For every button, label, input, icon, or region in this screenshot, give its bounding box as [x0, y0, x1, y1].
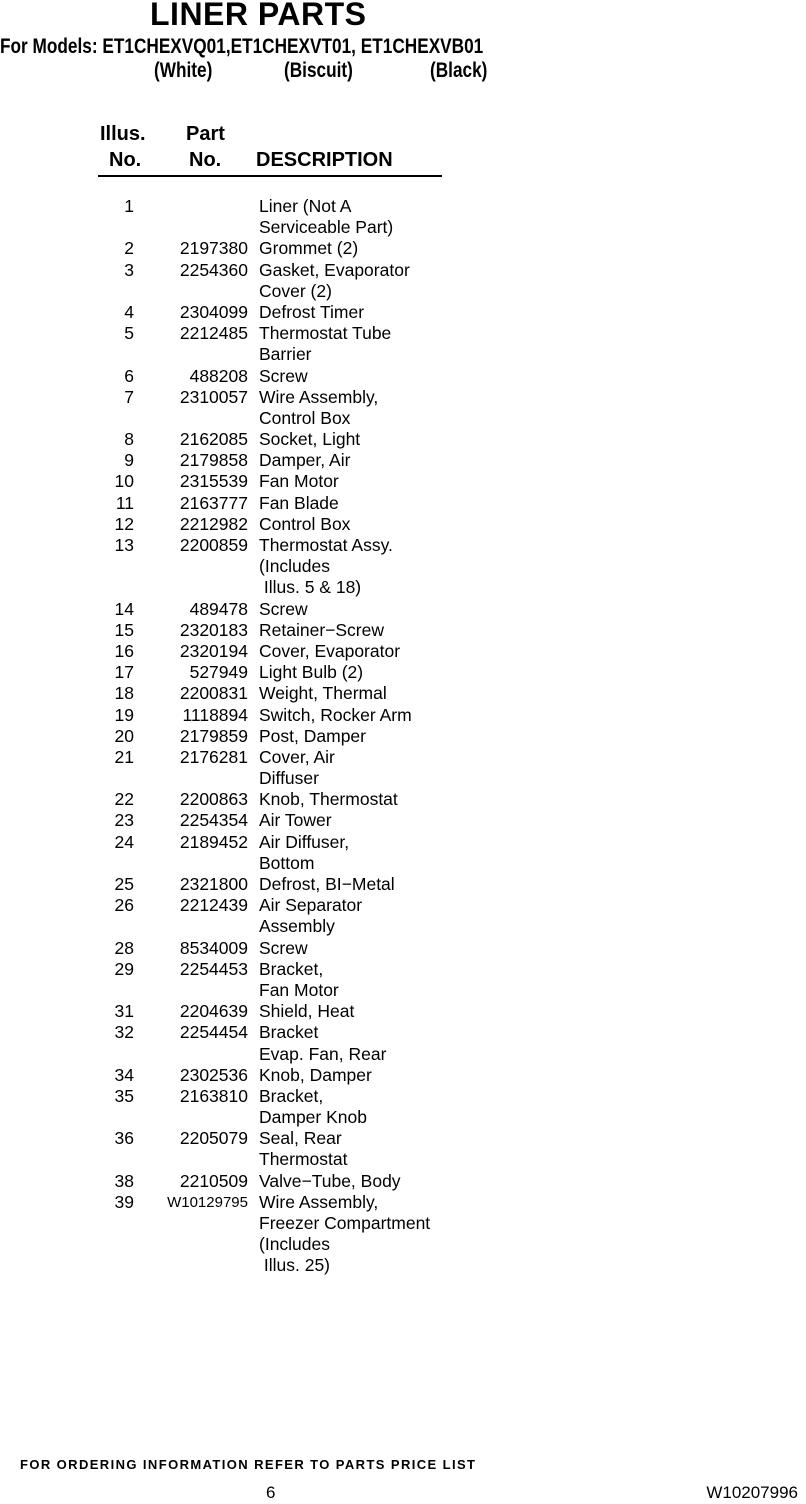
part-description: Weight, Thermal — [259, 683, 387, 704]
illus-number: 36 — [114, 1128, 134, 1149]
illus-number: 3 — [124, 259, 134, 280]
illus-number: 15 — [114, 619, 134, 640]
parts-row — [0, 1255, 806, 1276]
part-header-top: Part — [186, 123, 225, 145]
illus-number: 6 — [124, 365, 134, 386]
part-number: 2320183 — [179, 619, 248, 640]
illus-number: 34 — [114, 1064, 134, 1085]
part-number: 489478 — [189, 598, 248, 619]
part-number: 2315539 — [179, 471, 248, 492]
part-description: Shield, Heat — [259, 1001, 355, 1022]
parts-row — [0, 620, 806, 641]
part-description: (Includes — [259, 556, 331, 577]
part-description: Seal, Rear — [259, 1128, 342, 1149]
parts-row — [0, 471, 806, 492]
part-description: Bracket — [259, 1022, 319, 1043]
parts-row — [0, 705, 806, 726]
part-description: Illus. 25) — [259, 1255, 330, 1276]
part-number: 1118894 — [182, 704, 248, 725]
illus-number: 28 — [114, 937, 134, 958]
part-description: Wire Assembly, — [259, 1191, 379, 1212]
parts-row — [0, 302, 806, 323]
part-description: Defrost, BI−Metal — [259, 874, 395, 894]
page-title: LINER PARTS — [150, 0, 367, 32]
illus-number: 26 — [114, 895, 134, 916]
part-description: Thermostat Assy. — [259, 535, 393, 555]
part-description: Air Separator — [259, 895, 363, 916]
illus-number: 38 — [114, 1170, 134, 1191]
part-number: 2302536 — [179, 1064, 248, 1085]
part-number: 488208 — [189, 365, 248, 386]
part-number: 2205079 — [179, 1128, 248, 1149]
parts-row — [0, 810, 806, 831]
part-description: Grommet (2) — [259, 238, 359, 259]
part-number: 2163810 — [179, 1085, 248, 1106]
parts-row — [0, 938, 806, 959]
part-description: Valve−Tube, Body — [259, 1170, 401, 1191]
parts-row — [0, 599, 806, 620]
part-number: 2176281 — [179, 746, 248, 767]
header-divider — [98, 175, 442, 177]
part-number: 2254453 — [179, 958, 248, 979]
parts-row — [0, 387, 806, 408]
parts-row — [0, 1192, 806, 1213]
part-description: Thermostat Tube — [259, 323, 392, 344]
parts-row — [0, 1086, 806, 1107]
document-number: W10207996 — [706, 1483, 798, 1502]
part-number: 2200859 — [179, 535, 248, 555]
part-description: Defrost Timer — [259, 301, 365, 322]
parts-row — [0, 726, 806, 747]
parts-list — [0, 196, 806, 1277]
illus-number: 9 — [124, 450, 134, 471]
parts-row — [0, 895, 806, 916]
illus-number: 21 — [114, 746, 134, 767]
illus-number: 14 — [114, 598, 134, 619]
parts-row — [0, 641, 806, 662]
parts-row — [0, 1171, 806, 1192]
parts-row — [0, 429, 806, 450]
part-description: Liner (Not A — [259, 196, 352, 216]
part-description: Control Box — [259, 407, 351, 428]
illus-number: 10 — [114, 471, 134, 492]
part-description: Control Box — [259, 513, 351, 534]
illus-number: 4 — [124, 301, 134, 322]
part-description: Gasket, Evaporator — [259, 259, 410, 280]
illus-number: 18 — [114, 683, 134, 704]
parts-row — [0, 874, 806, 895]
illus-number: 23 — [114, 810, 134, 831]
model-list: For Models: ET1CHEXVQ01,ET1CHEXVT01, ET1CHEXVB01 — [0, 35, 484, 58]
parts-row — [0, 1128, 806, 1149]
part-description: Bracket, — [259, 958, 324, 979]
part-description: Cover, Evaporator — [259, 640, 401, 661]
part-description: Socket, Light — [259, 429, 361, 450]
parts-row — [0, 450, 806, 471]
parts-row — [0, 916, 806, 937]
illus-number: 31 — [114, 1001, 134, 1022]
part-number: 2163777 — [179, 492, 248, 513]
part-number: 2210509 — [179, 1170, 248, 1191]
illus-number: 25 — [114, 874, 134, 894]
color-biscuit: (Biscuit) — [284, 59, 353, 82]
description-header: DESCRIPTION — [256, 149, 393, 171]
part-description: Screw — [259, 937, 308, 958]
part-header-bottom: No. — [189, 149, 222, 171]
parts-row — [0, 1044, 806, 1065]
illus-number: 8 — [124, 429, 134, 450]
parts-row — [0, 514, 806, 535]
parts-row — [0, 281, 806, 302]
part-description: Bottom — [259, 852, 315, 873]
part-description: Fan Motor — [259, 979, 339, 1000]
illus-number: 24 — [114, 831, 134, 852]
part-description: Screw — [259, 365, 308, 386]
part-description: Serviceable Part) — [259, 217, 394, 238]
parts-row — [0, 238, 806, 259]
part-description: Evap. Fan, Rear — [259, 1043, 387, 1064]
parts-row — [0, 789, 806, 810]
part-description: Knob, Thermostat — [259, 789, 398, 810]
part-description: Light Bulb (2) — [259, 662, 364, 683]
illus-header-top: Illus. — [100, 123, 146, 145]
part-number: 2212439 — [179, 895, 248, 916]
parts-row — [0, 366, 806, 387]
parts-row — [0, 1022, 806, 1043]
part-number: 2212485 — [179, 323, 248, 344]
part-number: 2179859 — [179, 725, 248, 746]
parts-row — [0, 577, 806, 598]
part-number: 2254354 — [179, 810, 248, 831]
part-number: 8534009 — [179, 937, 248, 958]
part-description: Wire Assembly, — [259, 386, 379, 407]
part-description: Switch, Rocker Arm — [259, 704, 412, 725]
illus-number: 5 — [124, 323, 134, 344]
illus-number: 32 — [114, 1022, 134, 1043]
part-description: Cover, Air — [259, 746, 335, 767]
parts-row — [0, 1107, 806, 1128]
parts-row — [0, 1234, 806, 1255]
illus-number: 1 — [124, 196, 134, 216]
parts-row — [0, 408, 806, 429]
color-white: (White) — [154, 59, 213, 82]
part-number: 2320194 — [179, 640, 248, 661]
part-description: Knob, Damper — [259, 1064, 372, 1085]
part-description: Air Diffuser, — [259, 831, 350, 852]
parts-row — [0, 1149, 806, 1170]
part-description: Diffuser — [259, 768, 319, 789]
part-number: 527949 — [189, 662, 248, 683]
color-black: (Black) — [430, 59, 488, 82]
part-number: 2254454 — [179, 1022, 248, 1043]
part-description: Assembly — [259, 916, 335, 937]
part-number: 2310057 — [179, 386, 248, 407]
parts-row — [0, 217, 806, 238]
illus-header-bottom: No. — [109, 149, 142, 171]
parts-row — [0, 662, 806, 683]
parts-row — [0, 535, 806, 556]
parts-row — [0, 323, 806, 344]
illus-number: 19 — [114, 704, 134, 725]
part-number: 2189452 — [179, 831, 248, 852]
part-number: 2304099 — [179, 301, 248, 322]
illus-number: 2 — [124, 238, 134, 259]
parts-row — [0, 1213, 806, 1234]
part-description: Screw — [259, 598, 308, 619]
part-number: 2212982 — [179, 513, 248, 534]
illus-number: 7 — [124, 386, 134, 407]
page-number: 6 — [266, 1483, 276, 1502]
part-description: Freezer Compartment — [259, 1213, 431, 1233]
illus-number: 17 — [114, 662, 134, 683]
parts-row — [0, 683, 806, 704]
part-number: W10129795 — [167, 1193, 248, 1211]
part-description: Illus. 5 & 18) — [259, 577, 362, 598]
part-description: Cover (2) — [259, 280, 332, 301]
illus-number: 13 — [114, 535, 134, 555]
parts-row — [0, 196, 806, 217]
part-number: 2162085 — [179, 429, 248, 450]
part-number: 2200863 — [179, 789, 248, 810]
illus-number: 22 — [114, 789, 134, 810]
part-number: 2197380 — [179, 238, 248, 259]
parts-row — [0, 853, 806, 874]
part-description: Thermostat — [259, 1149, 348, 1170]
parts-row — [0, 493, 806, 514]
parts-row — [0, 260, 806, 281]
illus-number: 35 — [114, 1085, 134, 1106]
illus-number: 20 — [114, 725, 134, 746]
part-number: 2204639 — [179, 1001, 248, 1022]
part-number: 2321800 — [179, 874, 248, 894]
illus-number: 29 — [114, 958, 134, 979]
parts-row — [0, 959, 806, 980]
part-description: Fan Blade — [259, 492, 339, 513]
illus-number: 11 — [115, 492, 134, 513]
part-description: Post, Damper — [259, 725, 366, 746]
part-description: Damper, Air — [259, 450, 351, 471]
part-description: Retainer−Screw — [259, 619, 384, 640]
parts-row — [0, 747, 806, 768]
part-description: (Includes — [259, 1234, 331, 1255]
parts-row — [0, 1065, 806, 1086]
part-description: Fan Motor — [259, 471, 339, 492]
parts-row — [0, 980, 806, 1001]
parts-row — [0, 344, 806, 365]
part-number: 2200831 — [179, 683, 248, 704]
part-description: Barrier — [259, 344, 312, 365]
illus-number: 39 — [114, 1191, 134, 1212]
part-description: Damper Knob — [259, 1107, 367, 1128]
parts-row — [0, 768, 806, 789]
parts-row — [0, 832, 806, 853]
illus-number: 12 — [114, 513, 134, 534]
part-description: Bracket, — [259, 1085, 324, 1106]
ordering-note: FOR ORDERING INFORMATION REFER TO PARTS PRICE LIST — [20, 1457, 477, 1472]
illus-number: 16 — [114, 640, 134, 661]
part-number: 2179858 — [179, 450, 248, 471]
part-description: Air Tower — [259, 810, 332, 831]
parts-row — [0, 1001, 806, 1022]
part-number: 2254360 — [179, 259, 248, 280]
parts-row — [0, 556, 806, 577]
